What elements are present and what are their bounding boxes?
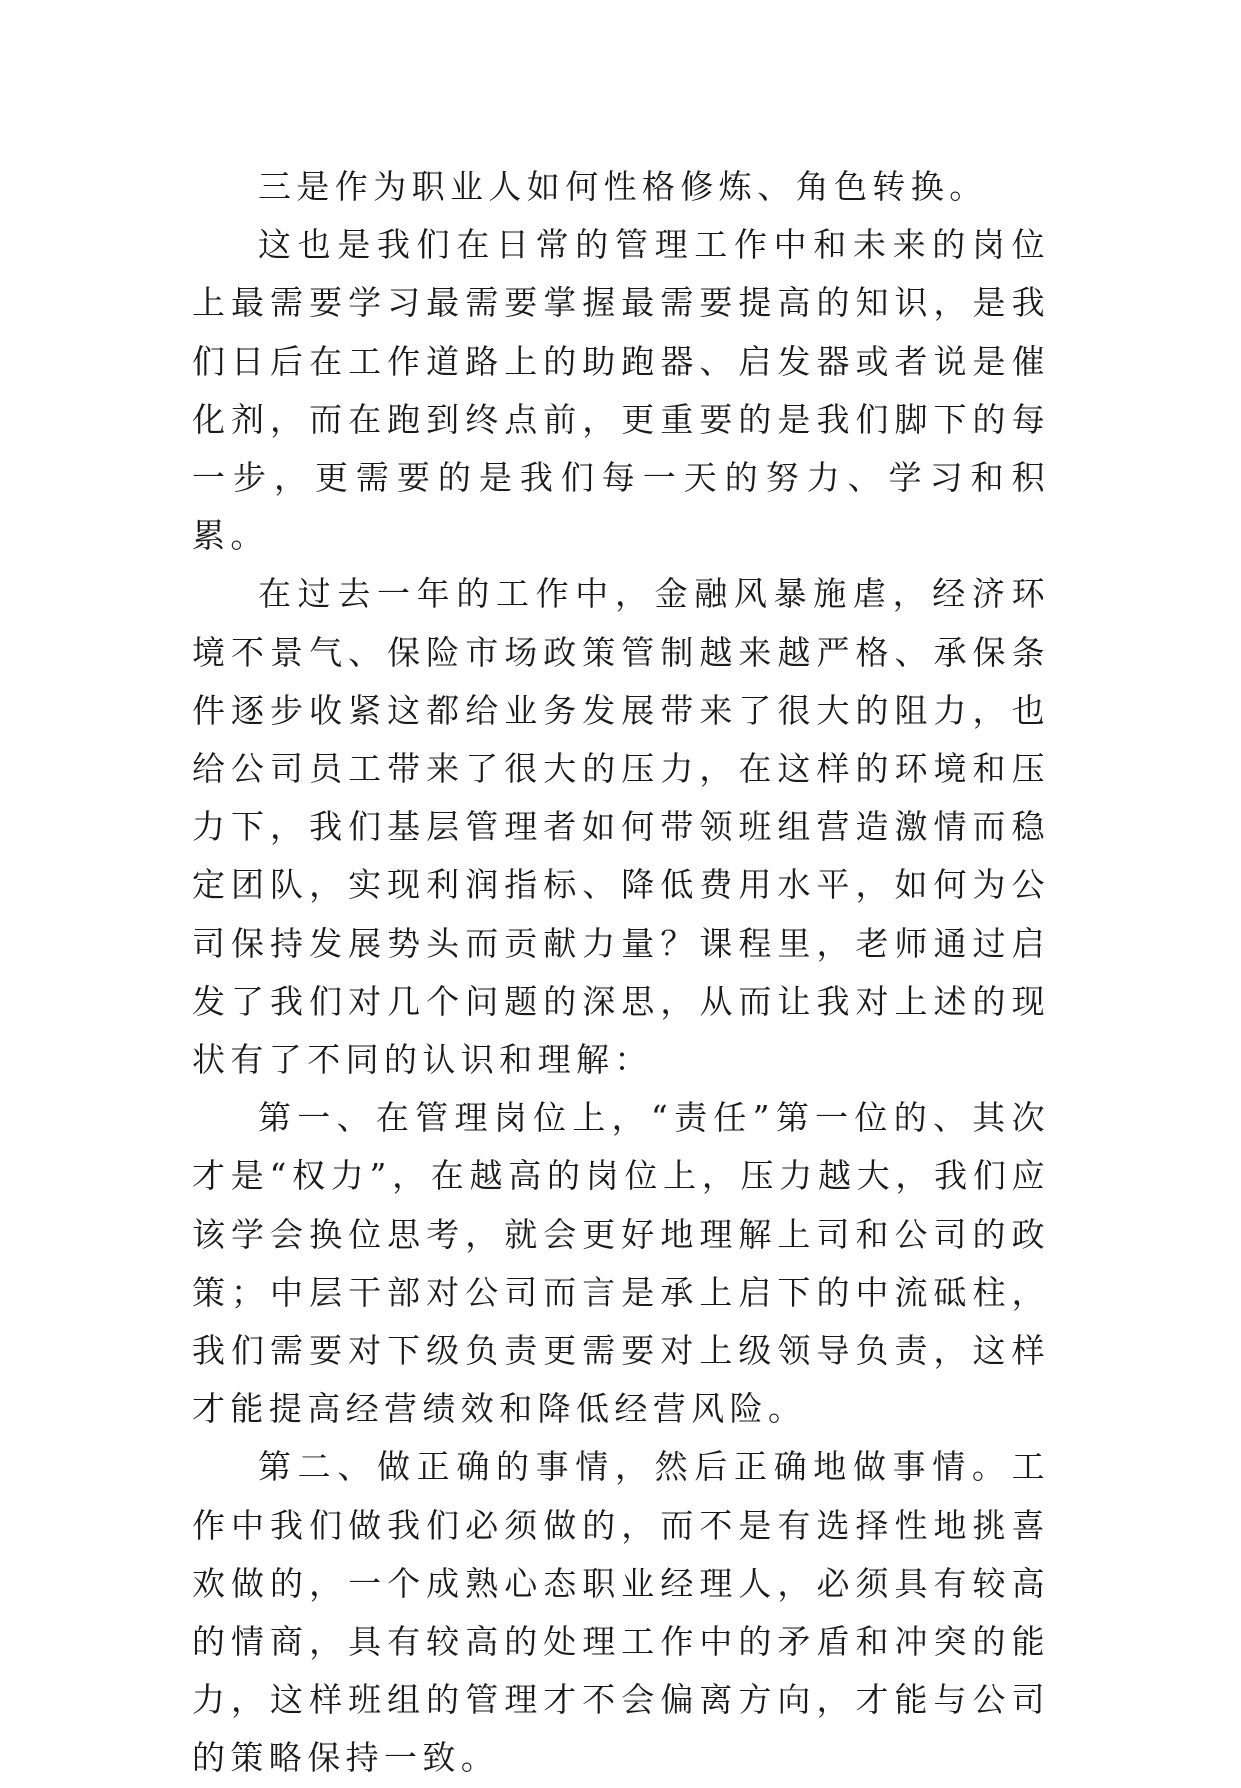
paragraph-5: 第二、做正确的事情，然后正确地做事情。工作中我们做我们必须做的，而不是有选择性地挑喜欢做的，一个成熟心态职业经理人，必须具有较高的情商，具有较高的处理工作中的矛盾和冲突的能力，这样班组的管理才不会偏离方向，才能与公司的策略保持一致。 [192, 1447, 1050, 1778]
paragraph-2: 这也是我们在日常的管理工作中和未来的岗位上最需要学习最需要掌握最需要提高的知识，是我们日后在工作道路上的助跑器、启发器或者说是催化剂，而在跑到终点前，更重要的是我们脚下的每一步，更需要的是我们每一天的努力、学习和积累。 [192, 225, 1050, 556]
paragraph-1: 三是作为职业人如何性格修炼、角色转换。 [258, 167, 988, 206]
document-body [192, 158, 1050, 1788]
paragraph-3: 在过去一年的工作中，金融风暴施虐，经济环境不景气、保险市场政策管制越来越严格、承保条件逐步收紧这都给业务发展带来了很大的阻力，也给公司员工带来了很大的压力，在这样的环境和压力下，我们基层管理者如何带领班组营造激情而稳定团队，实现利润指标、降低费用水平，如何为公司保持发展势头而贡献力量？课程里，老师通过启发了我们对几个问题的深思，从而让我对上述的现状有了不同的认识和理解： [192, 574, 1050, 1080]
paragraph-4: 第一、在管理岗位上，“责任”第一位的、其次才是“权力”，在越高的岗位上，压力越大，我们应该学会换位思考，就会更好地理解上司和公司的政策；中层干部对公司而言是承上启下的中流砥柱，我们需要对下级负责更需要对上级领导负责，这样才能提高经营绩效和降低经营风险。 [192, 1098, 1050, 1429]
